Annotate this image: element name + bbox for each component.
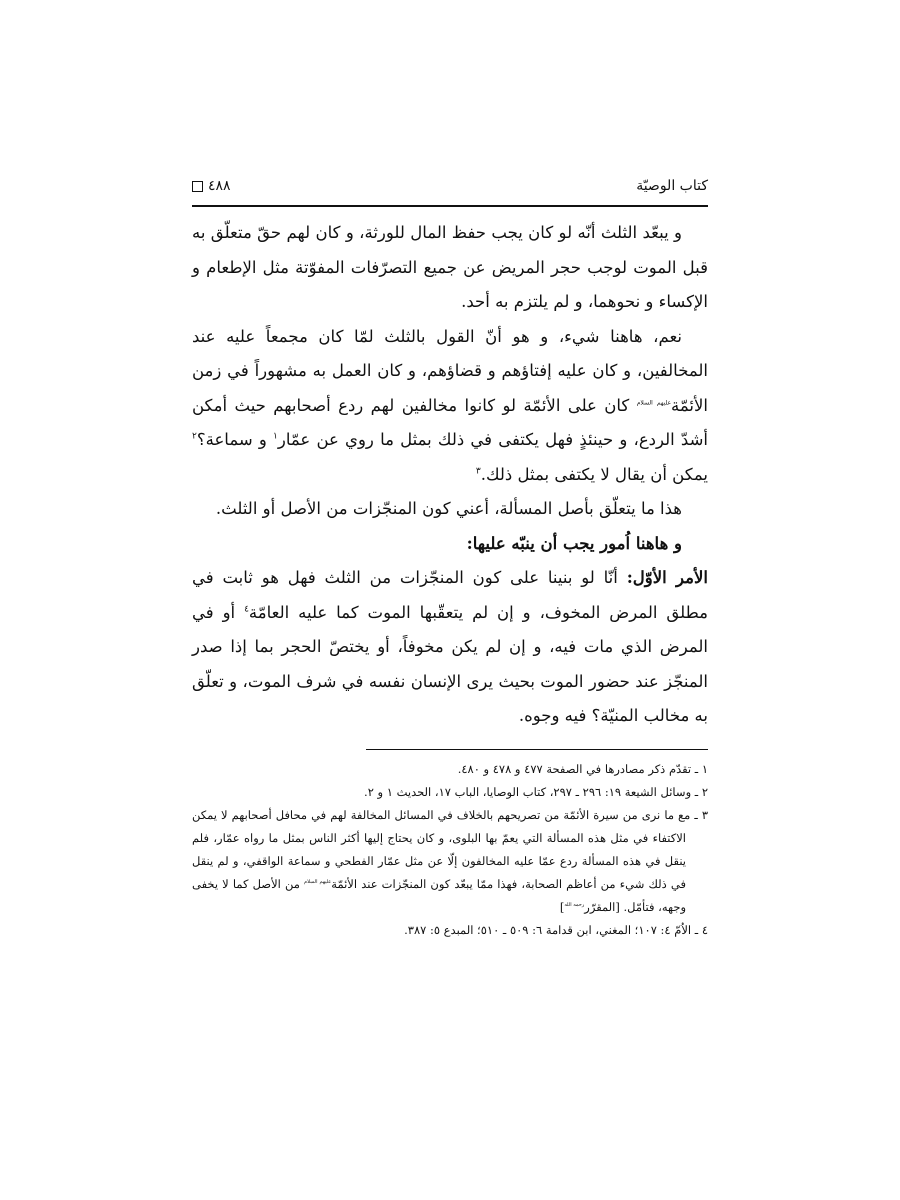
- square-icon: [192, 181, 203, 192]
- footnote-2: ٢ ـ وسائل الشيعة ١٩: ٢٩٦ ـ ٢٩٧، كتاب الوصايا، الباب ١٧، الحديث ١ و ٢.: [364, 785, 708, 799]
- paragraph-5-part-a: أنّا لو بنينا على كون المنجّزات من الثلث فهل هو ثابت في مطلق المرض المخوف، و إن لم يتعقّبها الموت كما عليه العامّة: [192, 568, 708, 622]
- footnote-4: ٤ ـ الاُمّ ٤: ١٠٧؛ المغني، ابن قدامة ٦: ٥٠٩ ـ ٥١٠؛ المبدع ٥: ٣٨٧.: [404, 923, 708, 937]
- book-title: كتاب الوصيّة: [636, 178, 708, 194]
- page-number: [192, 178, 231, 194]
- paragraph-5: [192, 561, 708, 734]
- honorific-mark: عليهم السلام: [304, 879, 332, 886]
- footnotes: [192, 758, 708, 942]
- paragraph-4-heading: و هاهنا اُمور يجب أن ينبّه عليها:: [466, 533, 682, 553]
- paragraph-2-part-b: كان على الأئمّة لو كانوا مخالفين لهم ردع أصحابهم حيث أمكن أشدّ الردع، و حينئذٍ فهل يكتفى في ذلك بمثل ما روي عن عمّار: [192, 395, 708, 449]
- footnote-3-part-a: ٣ ـ مع ما نرى من سيرة الأئمّة من تصريحهم بالخلاف في المسائل المخالفة لهم في محافل أصحابهم لا يمكن الاكتفاء في مثل هذه المسألة التي يعمّ بها البلوى، و كان يحتاج إليها أكثر الناس بمثل ما رواه عمّار، فلم ينقل في هذه المسألة ردع عمّا عليه المخالفون إلّا عن مثل عمّار الفطحي و سماعة الواقفي، و لم ينقل في ذلك شيء من أعاظم الصحابة، فهذا ممّا يبعّد كون المنجّزات عند الأئمّة: [192, 808, 708, 891]
- footnote-ref-2: ٢: [192, 431, 197, 442]
- section-label: الأمر الأوّل:: [626, 568, 708, 587]
- footnote-divider: [366, 749, 708, 750]
- paragraph-2-part-c: و سماعة؟: [196, 430, 267, 449]
- paragraph-5-part-b: أو في المرض الذي مات فيه، و إن لم يكن مخوفاً، أو يختصّ الحجر بما إذا صدر المنجّز عند حضور الموت بحيث يرى الإنسان نفسه في شرف الموت، و تعلّق به مخالب المنيّة؟ فيه وجوه.: [192, 602, 708, 725]
- honorific-mark: رحمه الله: [564, 902, 585, 909]
- footnote-3-part-c: ]: [559, 900, 565, 914]
- paragraph-3: هذا ما يتعلّق بأصل المسألة، أعني كون المنجّزات من الأصل أو الثلث.: [215, 499, 682, 518]
- footnote-ref-1: ١: [273, 431, 278, 442]
- document-page: [192, 166, 708, 1066]
- honorific-mark: عليهم السلام: [636, 399, 672, 406]
- footnote-3: [192, 804, 708, 919]
- running-header: [192, 178, 708, 202]
- footnote-3-part-b: من الأصل كما لا يخفى وجهه، فتأمّل. [المقرّر: [192, 877, 686, 914]
- paragraph-2-part-d: يمكن أن يقال لا يكتفى بمثل ذلك.: [480, 464, 708, 484]
- footnote-1: ١ ـ تقدّم ذكر مصادرها في الصفحة ٤٧٧ و ٤٧٨ و ٤٨٠.: [457, 762, 708, 776]
- footnote-ref-4: ٤: [244, 604, 249, 614]
- paragraph-2-part-a: نعم، هاهنا شيء، و هو أنّ القول بالثلث لمّا كان مجمعاً عليه عند المخالفين، و كان عليه إفتاؤهم و قضاؤهم، و كان العمل به مشهوراً في زمن الأئمّة: [192, 326, 709, 415]
- page-number-text: ٤٨٨: [208, 178, 231, 194]
- main-text: [192, 216, 708, 734]
- paragraph-1: و يبعّد الثلث أنّه لو كان يجب حفظ المال للورثة، و كان لهم حقّ متعلّق به قبل الموت لوجب حجر المريض عن جميع التصرّفات المفوّتة مثل الإطعام و الإكساء و نحوهما، و لم يلتزم به أحد.: [192, 223, 708, 311]
- header-divider: [192, 205, 708, 207]
- footnote-ref-3: ٣: [475, 466, 481, 476]
- paragraph-2: [192, 320, 708, 493]
